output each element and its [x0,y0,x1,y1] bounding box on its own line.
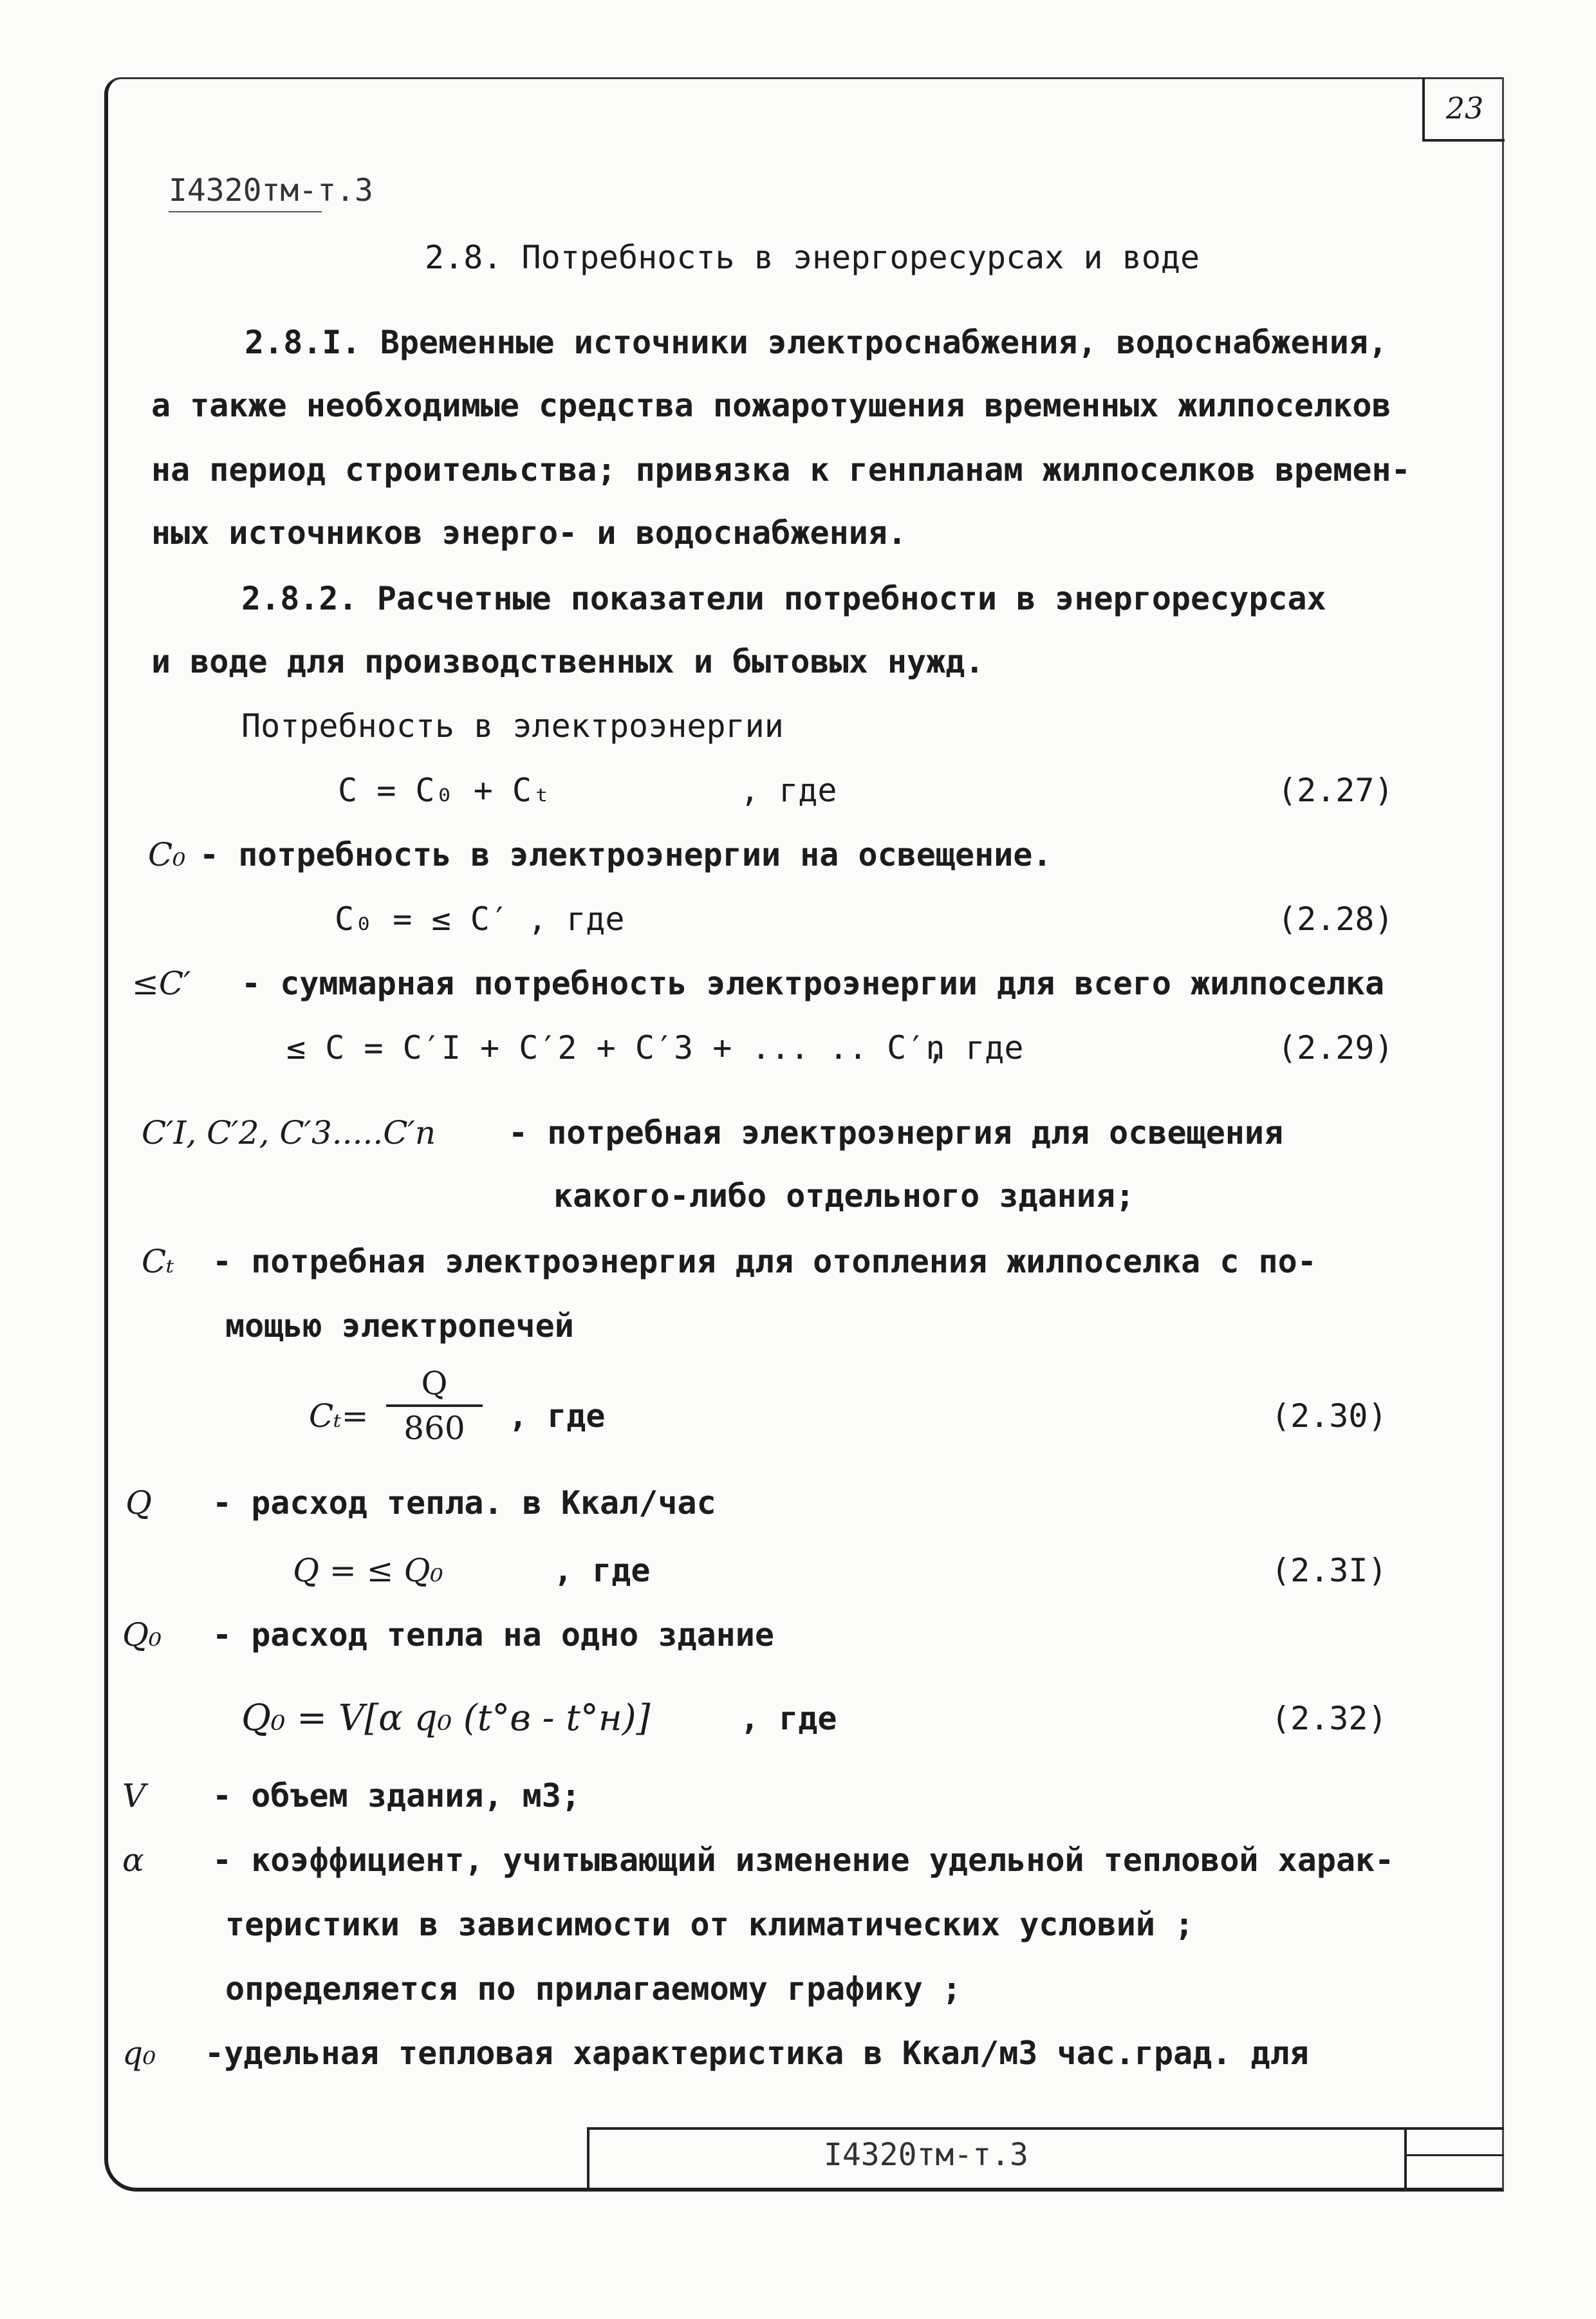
title-block [587,2127,1504,2192]
symbol-sum-c: ≤C′ [132,965,191,1002]
electricity-heading: Потребность в электроэнергии [241,707,784,745]
formula-2-29: ≤ C = C′I + C′2 + C′3 + ... .. C′n [286,1029,945,1066]
equation-number-2-28: (2.28) [1277,900,1394,938]
symbol-q0: Q₀ [122,1616,162,1653]
symbol-ci-list: C′I, C′2, C′3.....C′n [142,1114,436,1151]
para-281-line-4: ных источников энерго- и водоснабжения. [151,514,907,552]
definition-alpha-line-3: определяется по прилагаемому графику ; [225,1970,961,2007]
symbol-alpha: α [122,1841,144,1879]
definition-alpha-line-2: теристики в зависимости от климатических условий ; [225,1906,1194,1943]
document-code-footer: I4320тм-т.3 [824,2137,1028,2173]
formula-2-30-lhs: Cₜ= [309,1397,369,1435]
symbol-q: Q [125,1484,152,1522]
equation-number-2-27: (2.27) [1277,772,1394,809]
para-281-line-2: а также необходимые средства пожаротушения временных жилпоселков [151,387,1391,424]
equation-number-2-31: (2.3I) [1271,1552,1387,1589]
definition-ct-line-2: мощью электропечей [225,1307,574,1345]
formula-2-30-fraction [386,1364,483,1447]
symbol-ct: Cₜ [142,1243,174,1280]
definition-ct-line-1: - потребная электроэнергия для отопления жилпоселка с по- [212,1243,1317,1280]
definition-q0: - расход тепла на одно здание [212,1616,774,1653]
fraction-numerator: Q [421,1364,448,1402]
definition-q: - расход тепла. в Ккал/час [212,1484,716,1522]
formula-2-32-where: , где [740,1700,837,1737]
formula-2-27: C = C₀ + Cₜ [338,772,552,809]
fraction-denominator: 860 [404,1410,465,1447]
symbol-c0: C₀ [148,836,186,873]
definition-v: - объем здания, м3; [212,1777,580,1814]
page-number: 23 [1422,77,1505,142]
symbol-q-specific: q₀ [122,2035,156,2072]
formula-2-30-where: , где [508,1397,606,1435]
symbol-v: V [122,1777,146,1814]
definition-sum-c: - суммарная потребность электроэнергии для всего жилпоселка [241,965,1385,1002]
document-code-header: I4320тм-т.3 [169,172,373,209]
equation-number-2-32: (2.32) [1271,1700,1387,1737]
definition-ci-line-2: какого-либо отдельного здания; [553,1177,1135,1215]
formula-2-31: Q = ≤ Q₀ [293,1552,443,1589]
formula-2-28-where: , где [528,900,625,938]
para-282-line-2: и воде для производственных и бытовых нужд. [151,643,985,680]
formula-2-32: Q₀ = V[α q₀ (t°в - t°н)] [241,1697,651,1739]
definition-q-specific: -удельная тепловая характеристика в Ккал/м3 час.град. для [205,2035,1309,2072]
definition-ci-line-1: - потребная электроэнергия для освещения [508,1114,1284,1151]
equation-number-2-29: (2.29) [1277,1029,1394,1066]
formula-2-28: C₀ = ≤ C′ [335,900,509,938]
formula-2-27-where: , где [740,772,837,809]
formula-2-29-where: , где [927,1029,1024,1066]
section-title: 2.8. Потребность в энергоресурсах и воде [425,239,1200,276]
definition-c0: - потребность в электроэнергии на освещение. [200,836,1052,873]
title-block-sheet-cell [1404,2127,1504,2192]
formula-2-31-where: , где [553,1552,651,1589]
fraction-bar [386,1404,483,1407]
para-282-line-1: 2.8.2. Расчетные показатели потребности в энергоресурсах [241,580,1326,617]
definition-alpha-line-1: - коэффициент, учитывающий изменение удельной тепловой харак- [212,1841,1395,1879]
para-281-line-3: на период строительства; привязка к генпланам жилпоселков времен- [151,451,1411,489]
equation-number-2-30: (2.30) [1271,1397,1387,1435]
para-281-line-1: 2.8.I. Временные источники электроснабжения, водоснабжения, [245,324,1388,361]
